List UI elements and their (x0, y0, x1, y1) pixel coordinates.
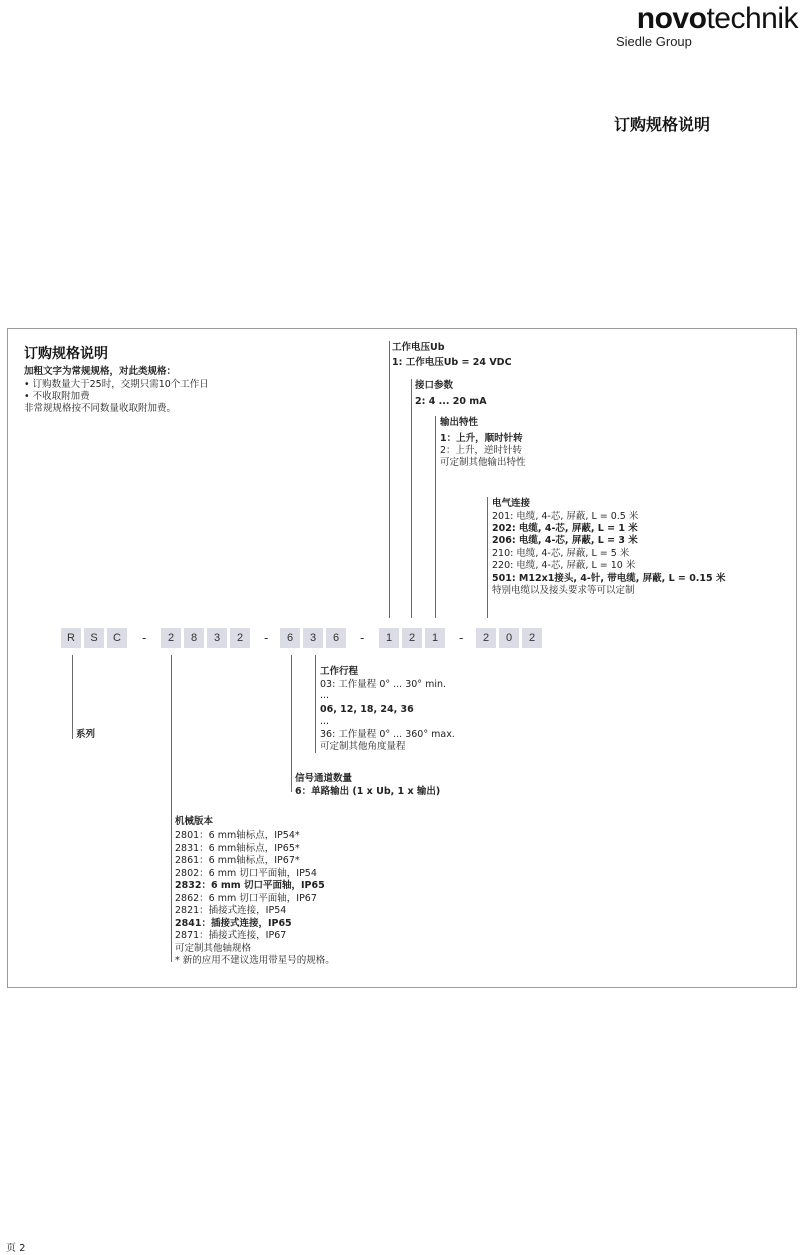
mechanical-option: 2802：6 mm 切口平面轴，IP54 (175, 868, 317, 879)
mechanical-option: * 新的应用不建议选用带星号的规格。 (175, 955, 335, 966)
interface-option: 2: 4 ... 20 mA (415, 396, 487, 407)
output-option: 2：上升，逆时针转 (440, 445, 523, 456)
mechanical-option: 可定制其他轴规格 (175, 943, 252, 954)
mechanical-option: 2831：6 mm轴标点，IP65* (175, 843, 300, 854)
note-line: 非常规规格按不同数量收取附加费。 (24, 403, 177, 414)
code-separator: - (264, 631, 269, 645)
voltage-option: 1: 工作电压Ub = 24 VDC (392, 357, 512, 368)
code-separator: - (142, 631, 147, 645)
mechanical-option: 2832：6 mm 切口平面轴，IP65 (175, 880, 325, 891)
code-char: C (107, 628, 127, 648)
connector-line (291, 655, 292, 792)
page-number: 页 2 (6, 1243, 26, 1254)
code-char: 6 (326, 628, 346, 648)
code-char: 1 (425, 628, 445, 648)
channels-title: 信号通道数量 (295, 773, 353, 784)
mechanical-option: 2801：6 mm轴标点，IP54* (175, 830, 300, 841)
electrical-option: 206: 电缆, 4-芯, 屏蔽, L = 3 米 (492, 535, 638, 546)
ordering-spec-frame (7, 328, 797, 988)
series-label: 系列 (76, 729, 96, 740)
connector-line (171, 655, 172, 962)
code-char: S (84, 628, 104, 648)
connector-line (389, 341, 390, 618)
code-char: 8 (184, 628, 204, 648)
stroke-option: 36: 工作量程 0° ... 360° max. (320, 729, 455, 740)
code-separator: - (459, 631, 464, 645)
code-char: 2 (522, 628, 542, 648)
code-char: 2 (476, 628, 496, 648)
code-char: R (61, 628, 81, 648)
stroke-option: 03: 工作量程 0° ... 30° min. (320, 679, 447, 690)
electrical-option: 210: 电缆, 4-芯, 屏蔽, L = 5 米 (492, 548, 630, 559)
page-title: 订购规格说明 (614, 115, 711, 134)
code-char: 0 (499, 628, 519, 648)
mechanical-option: 2862：6 mm 切口平面轴，IP67 (175, 893, 317, 904)
output-option: 可定制其他输出特性 (440, 457, 526, 468)
code-char: 3 (207, 628, 227, 648)
brand-name: novotechnik (636, 2, 798, 35)
output-option: 1：上升，顺时针转 (440, 433, 523, 444)
connector-line (72, 655, 73, 739)
connector-line (435, 416, 436, 618)
code-char: 1 (379, 628, 399, 648)
stroke-option: 06, 12, 18, 24, 36 (320, 704, 414, 715)
voltage-title: 工作电压Ub (392, 342, 445, 353)
output-title: 输出特性 (440, 417, 479, 428)
connector-line (315, 655, 316, 753)
stroke-option: ... (320, 716, 330, 727)
box-title: 订购规格说明 (24, 346, 108, 362)
code-char: 2 (230, 628, 250, 648)
mechanical-option: 2841：插接式连接，IP65 (175, 918, 292, 929)
electrical-title: 电气连接 (492, 498, 531, 509)
note-line: • 订购数量大于25时，交期只需10个工作日 (24, 379, 209, 390)
channels-option: 6：单路输出 (1 x Ub, 1 x 输出) (295, 786, 441, 797)
brand-tagline: Siedle Group (616, 34, 692, 49)
mechanical-title: 机械版本 (175, 816, 214, 827)
code-char: 6 (280, 628, 300, 648)
note-line: • 不收取附加费 (24, 391, 90, 402)
electrical-option: 202: 电缆, 4-芯, 屏蔽, L = 1 米 (492, 523, 638, 534)
connector-line (411, 379, 412, 618)
electrical-option: 220: 电缆, 4-芯, 屏蔽, L = 10 米 (492, 560, 636, 571)
mechanical-option: 2861：6 mm轴标点，IP67* (175, 855, 300, 866)
electrical-option: 特别电缆以及接头要求等可以定制 (492, 585, 635, 596)
code-char: 2 (161, 628, 181, 648)
code-char: 3 (303, 628, 323, 648)
electrical-option: 201: 电缆, 4-芯, 屏蔽, L = 0.5 米 (492, 511, 639, 522)
stroke-option: ... (320, 690, 330, 701)
code-separator: - (360, 631, 365, 645)
code-char: 2 (402, 628, 422, 648)
mechanical-option: 2821：插接式连接，IP54 (175, 905, 287, 916)
note-heading: 加粗文字为常规规格，对此类规格： (24, 366, 177, 377)
mechanical-option: 2871：插接式连接，IP67 (175, 930, 287, 941)
electrical-option: 501: M12x1接头, 4-针, 带电缆, 屏蔽, L = 0.15 米 (492, 573, 726, 584)
stroke-option: 可定制其他角度量程 (320, 741, 406, 752)
interface-title: 接口参数 (415, 380, 454, 391)
stroke-title: 工作行程 (320, 666, 359, 677)
company-logo (598, 2, 798, 52)
connector-line (487, 497, 488, 618)
